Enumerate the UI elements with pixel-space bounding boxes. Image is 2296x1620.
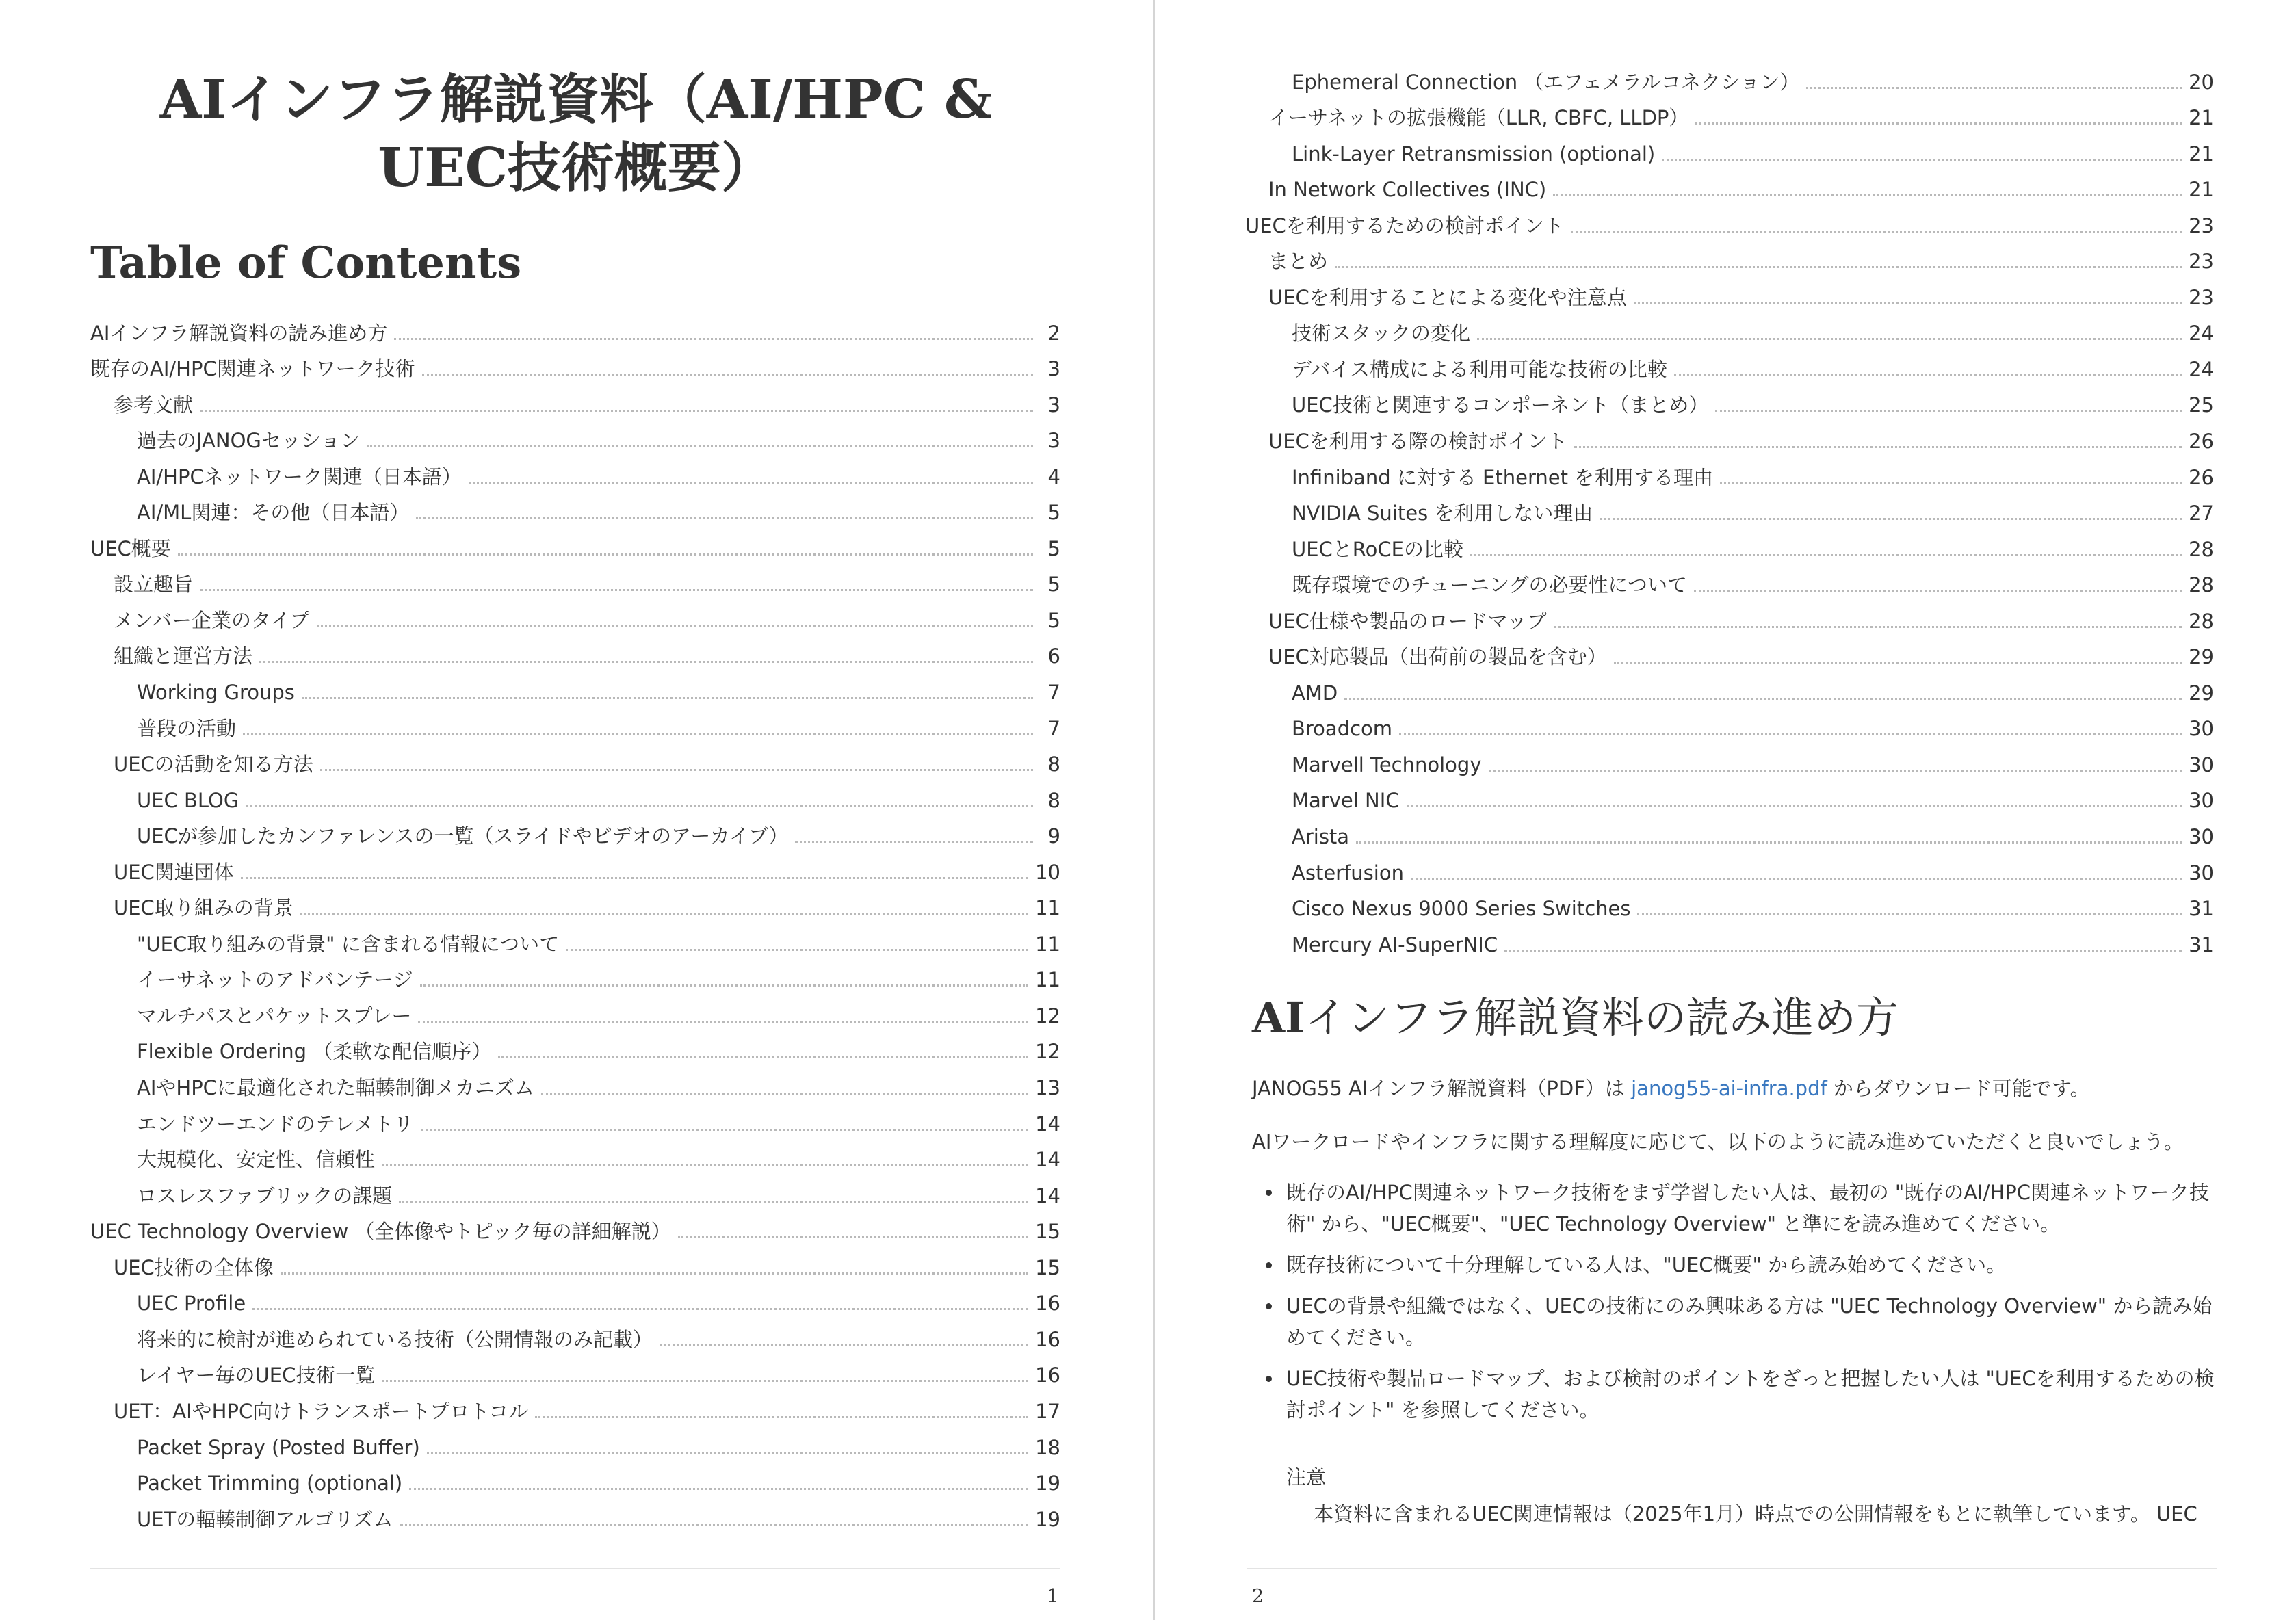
toc-entry[interactable] (90, 1177, 1060, 1214)
toc-entry-title: イーサネットのアドバンテージ (137, 968, 413, 992)
toc-leader-dots (1356, 841, 2182, 844)
toc-entry-title: UEC技術の全体像 (114, 1255, 274, 1279)
toc-entry-page: 4 (1047, 465, 1060, 488)
toc-entry-page: 23 (2189, 213, 2214, 237)
toc-entry-page: 21 (2189, 106, 2214, 130)
toc-entry[interactable] (1245, 315, 2214, 352)
toc-entry-title: ロスレスファブリックの課題 (137, 1184, 393, 1207)
toc-entry-title: AI/ML関連：その他（日本語） (137, 501, 410, 525)
toc-entry-page: 19 (1035, 1472, 1060, 1495)
toc-entry-page: 28 (2189, 537, 2214, 561)
list-item (1252, 1249, 2217, 1281)
toc-leader-dots (1470, 554, 2182, 556)
toc-entry-title: 既存環境でのチューニングの必要性について (1292, 573, 1687, 597)
toc-entry-page: 12 (1035, 1040, 1060, 1064)
toc-leader-dots (281, 1272, 1028, 1275)
toc-entry-page: 20 (2189, 70, 2214, 94)
toc-entry-page: 28 (2189, 573, 2214, 597)
toc-entry-page: 30 (2189, 789, 2214, 813)
toc-entry[interactable] (90, 351, 1060, 387)
right-page (1156, 0, 2296, 1620)
toc-entry[interactable] (1245, 711, 2214, 747)
toc-entry-page: 14 (1035, 1184, 1060, 1207)
toc-entry[interactable] (90, 710, 1060, 746)
toc-entry-title: 既存のAI/HPC関連ネットワーク技術 (90, 357, 415, 381)
toc-leader-dots (1335, 266, 2182, 268)
download-paragraph (1252, 1073, 2217, 1104)
footer-divider (90, 1568, 1060, 1569)
toc-entry-page: 8 (1047, 753, 1060, 776)
toc-entry-title: UEC概要 (90, 536, 171, 560)
toc-entry-page: 15 (1035, 1255, 1060, 1279)
toc-entry[interactable] (90, 423, 1060, 459)
toc-entry-page: 11 (1035, 968, 1060, 992)
toc-entry-title: Broadcom (1292, 717, 1393, 741)
toc-entry-title: Packet Spray (Posted Buffer) (137, 1435, 420, 1459)
document-title: AIインフラ解説資料（AI/HPC & UEC技術概要） (159, 68, 993, 199)
toc-entry-page: 9 (1047, 824, 1060, 848)
toc-leader-dots (243, 733, 1033, 735)
toc-leader-dots (1806, 87, 2182, 89)
toc-entry[interactable] (1245, 387, 2214, 423)
toc-entry[interactable] (90, 1357, 1060, 1394)
toc-list-right (1245, 64, 2214, 963)
toc-entry-title: UEC取り組みの背景 (114, 896, 293, 920)
toc-entry-page: 12 (1035, 1004, 1060, 1028)
toc-entry-page: 26 (2189, 465, 2214, 489)
toc-entry-title: UEC対応製品（出荷前の製品を含む） (1268, 645, 1607, 669)
toc-entry-title: 大規模化、安定性、信頼性 (137, 1148, 376, 1172)
toc-entry[interactable] (90, 1285, 1060, 1322)
toc-entry[interactable] (90, 638, 1060, 675)
toc-entry-title: UEC BLOG (137, 788, 239, 812)
toc-entry-title: Link-Layer Retransmission (optional) (1292, 142, 1656, 166)
toc-entry-title: UECが参加したカンファレンスの一覧（スライドやビデオのアーカイブ） (137, 824, 789, 848)
toc-leader-dots (1662, 159, 2182, 161)
toc-entry-page: 23 (2189, 250, 2214, 274)
toc-entry-title: UEC Profile (137, 1292, 246, 1316)
toc-leader-dots (178, 553, 1033, 556)
toc-entry-title: エンドツーエンドのテレメトリ (137, 1112, 414, 1136)
toc-entry[interactable] (1245, 531, 2214, 567)
toc-entry-title: Arista (1292, 825, 1350, 849)
toc-entry-page: 5 (1047, 573, 1060, 597)
toc-entry-page: 21 (2189, 178, 2214, 202)
toc-leader-dots (1553, 194, 2182, 196)
toc-entry-page: 8 (1047, 788, 1060, 812)
toc-entry-title: Asterfusion (1292, 861, 1404, 885)
toc-entry[interactable] (90, 1142, 1060, 1178)
toc-leader-dots (420, 984, 1028, 987)
list-item (1252, 1363, 2217, 1426)
toc-entry[interactable] (90, 1249, 1060, 1285)
toc-leader-dots (399, 1201, 1028, 1203)
toc-entry-title: UECとRoCEの比較 (1292, 537, 1463, 561)
toc-entry-page: 24 (2189, 322, 2214, 345)
toc-entry[interactable] (90, 1069, 1060, 1106)
list-item-text: UEC技術や製品ロードマップ、および検討のポイントをざっと把握したい人は "UECを利用するための検討ポイント" を参照してください。 (1286, 1367, 2215, 1422)
toc-leader-dots (421, 1129, 1029, 1131)
toc-leader-dots (416, 517, 1033, 519)
toc-entry[interactable] (90, 1429, 1060, 1465)
toc-entry[interactable] (1245, 675, 2214, 711)
toc-entry-page: 27 (2189, 501, 2214, 525)
toc-entry-page: 21 (2189, 142, 2214, 166)
toc-entry-page: 11 (1035, 896, 1060, 920)
toc-entry[interactable] (1245, 64, 2214, 100)
toc-entry[interactable] (90, 1501, 1060, 1537)
toc-leader-dots (367, 445, 1033, 447)
toc-entry-title: UECを利用することによる変化や注意点 (1268, 285, 1627, 309)
toc-leader-dots (1574, 446, 2182, 448)
toc-entry[interactable] (90, 315, 1060, 351)
toc-entry[interactable] (90, 1321, 1060, 1357)
page-number: 2 (1252, 1586, 1264, 1607)
toc-entry-title: Packet Trimming (optional) (137, 1472, 403, 1495)
toc-leader-dots (302, 697, 1033, 699)
list-item (1252, 1177, 2217, 1240)
toc-entry[interactable] (1245, 279, 2214, 315)
toc-leader-dots (1489, 770, 2182, 772)
toc-entry[interactable] (1245, 926, 2214, 963)
toc-leader-dots (382, 1164, 1028, 1166)
toc-heading: Table of Contents (90, 237, 522, 289)
toc-entry[interactable] (90, 602, 1060, 638)
toc-leader-dots (1695, 122, 2182, 125)
toc-leader-dots (1637, 913, 2182, 915)
toc-entry[interactable] (90, 926, 1060, 962)
toc-entry-page: 5 (1047, 501, 1060, 525)
note-label: 注意 (1286, 1465, 1327, 1489)
toc-leader-dots (1720, 482, 2182, 484)
toc-leader-dots (246, 805, 1033, 807)
toc-entry-title: 将来的に検討が進められている技術（公開情報のみ記載） (137, 1327, 653, 1351)
toc-entry-page: 29 (2189, 681, 2214, 705)
section-title-bold: AI (1252, 993, 1305, 1043)
toc-entry-page: 28 (2189, 609, 2214, 633)
section-title (1252, 991, 1899, 1045)
toc-entry[interactable] (90, 854, 1060, 890)
toc-entry-title: 設立趣旨 (114, 573, 194, 597)
toc-leader-dots (300, 913, 1028, 915)
toc-entry-page: 6 (1047, 644, 1060, 668)
toc-entry-title: Ephemeral Connection （エフェメラルコネクション） (1292, 70, 1800, 94)
toc-leader-dots (1344, 698, 2182, 700)
toc-entry[interactable] (1245, 207, 2214, 244)
toc-entry-page: 5 (1047, 536, 1060, 560)
toc-leader-dots (678, 1236, 1028, 1238)
toc-entry[interactable] (90, 1214, 1060, 1250)
toc-entry-title: UEC関連団体 (114, 860, 234, 884)
toc-entry[interactable] (1245, 135, 2214, 172)
toc-entry-title: レイヤー毎のUEC技術一覧 (137, 1363, 376, 1387)
note-text: 本資料に含まれるUEC関連情報は（2025年1月）時点での公開情報をもとに執筆しています。 UEC (1314, 1502, 2197, 1526)
toc-entry-page: 3 (1047, 357, 1060, 381)
toc-entry[interactable] (1245, 818, 2214, 854)
toc-leader-dots (252, 1308, 1028, 1310)
bullet-icon (1266, 1376, 1272, 1382)
toc-entry-title: 普段の活動 (137, 716, 237, 740)
toc-entry[interactable] (90, 746, 1060, 783)
toc-entry[interactable] (90, 997, 1060, 1034)
toc-entry-title: Marvel NIC (1292, 789, 1400, 813)
toc-entry-page: 16 (1035, 1327, 1060, 1351)
toc-list-left (90, 315, 1060, 1537)
list-item (1252, 1290, 2217, 1353)
toc-leader-dots (498, 1056, 1028, 1058)
toc-leader-dots (1694, 590, 2182, 592)
toc-entry[interactable] (1245, 603, 2214, 639)
toc-leader-dots (382, 1380, 1028, 1382)
toc-entry-page: 30 (2189, 825, 2214, 849)
toc-entry-page: 19 (1035, 1507, 1060, 1531)
toc-entry-title: AI/HPCネットワーク関連（日本語） (137, 465, 462, 488)
toc-leader-dots (1504, 950, 2182, 952)
toc-leader-dots (535, 1416, 1028, 1418)
toc-leader-dots (259, 661, 1033, 663)
toc-entry-page: 24 (2189, 357, 2214, 381)
toc-entry-title: Working Groups (137, 681, 295, 705)
toc-entry-page: 3 (1047, 429, 1060, 453)
toc-leader-dots (1674, 374, 2182, 376)
list-item-text: 既存のAI/HPC関連ネットワーク技術をまず学習したい人は、最初の "既存のAI/HPC関連ネットワーク技術" から、"UEC概要"、"UEC Technology Overview" と準にを読み進めてください。 (1286, 1181, 2209, 1236)
toc-entry-title: AIインフラ解説資料の読み進め方 (90, 321, 388, 345)
toc-entry-title: Marvell Technology (1292, 753, 1482, 776)
toc-entry[interactable] (90, 495, 1060, 531)
toc-entry-page: 14 (1035, 1112, 1060, 1136)
pdf-download-link[interactable]: janog55-ai-infra.pdf (1631, 1077, 1827, 1100)
toc-entry[interactable] (1245, 639, 2214, 675)
toc-entry-page: 11 (1035, 932, 1060, 956)
toc-entry-title: AIやHPCに最適化された輻輳制御メカニズム (137, 1076, 534, 1100)
toc-entry[interactable] (1245, 423, 2214, 459)
toc-leader-dots (241, 877, 1028, 879)
toc-entry-title: まとめ (1268, 250, 1329, 274)
toc-entry-title: デバイス構成による利用可能な技術の比較 (1292, 357, 1667, 381)
toc-leader-dots (1600, 518, 2182, 520)
toc-entry[interactable] (1245, 567, 2214, 603)
toc-entry-title: UECを利用する際の検討ポイント (1268, 430, 1567, 454)
toc-entry-page: 5 (1047, 608, 1060, 632)
toc-entry-page: 18 (1035, 1435, 1060, 1459)
toc-entry-title: 参考文献 (114, 393, 194, 417)
list-item-text: 既存技術について十分理解している人は、"UEC概要" から読み始めてください。 (1286, 1253, 2007, 1277)
toc-entry[interactable] (90, 566, 1060, 603)
toc-leader-dots (200, 410, 1033, 412)
toc-entry[interactable] (90, 1106, 1060, 1142)
toc-leader-dots (1411, 878, 2182, 880)
toc-entry[interactable] (90, 1393, 1060, 1429)
toc-entry-title: 技術スタックの変化 (1292, 322, 1471, 345)
toc-entry-page: 30 (2189, 717, 2214, 741)
toc-leader-dots (469, 482, 1033, 484)
toc-entry-title: UECを利用するための検討ポイント (1245, 213, 1564, 237)
toc-entry[interactable] (90, 387, 1060, 423)
toc-entry-title: UECの活動を知る方法 (114, 753, 313, 776)
toc-entry-title: 過去のJANOGセッション (137, 429, 361, 453)
toc-entry-page: 31 (2189, 897, 2214, 921)
list-item-text: UECの背景や組織ではなく、UECの技術にのみ興味ある方は "UEC Technology Overview" から読み始めてください。 (1286, 1294, 2213, 1349)
toc-entry[interactable] (90, 530, 1060, 566)
toc-leader-dots (1554, 626, 2182, 628)
toc-entry-page: 16 (1035, 1292, 1060, 1316)
toc-entry[interactable] (1245, 172, 2214, 208)
toc-entry[interactable] (90, 890, 1060, 926)
toc-entry[interactable] (90, 1465, 1060, 1502)
toc-entry-page: 29 (2189, 645, 2214, 669)
toc-leader-dots (1399, 733, 2182, 735)
toc-entry[interactable] (1245, 100, 2214, 136)
toc-entry-title: UET：AIやHPC向けトランスポートプロトコル (114, 1399, 529, 1423)
toc-entry[interactable] (1245, 459, 2214, 495)
toc-entry[interactable] (90, 1034, 1060, 1070)
toc-entry-page: 23 (2189, 285, 2214, 309)
toc-entry-page: 26 (2189, 430, 2214, 454)
toc-leader-dots (409, 1488, 1028, 1490)
bullet-icon (1266, 1190, 1272, 1196)
toc-entry-page: 25 (2189, 393, 2214, 417)
toc-entry-page: 15 (1035, 1220, 1060, 1244)
toc-leader-dots (566, 949, 1028, 951)
bullet-icon (1266, 1303, 1272, 1309)
toc-entry-title: In Network Collectives (INC) (1268, 178, 1547, 202)
toc-entry-title: NVIDIA Suites を利用しない理由 (1292, 501, 1593, 525)
toc-entry-page: 7 (1047, 681, 1060, 705)
toc-entry-title: AMD (1292, 681, 1338, 705)
toc-entry-title: UEC技術と関連するコンポーネント（まとめ） (1292, 393, 1709, 417)
section-title-rest: インフラ解説資料の読み進め方 (1305, 993, 1899, 1043)
bullet-icon (1266, 1262, 1272, 1268)
toc-entry[interactable] (1245, 854, 2214, 891)
toc-entry-title: イーサネットの拡張機能（LLR, CBFC, LLDP） (1268, 106, 1689, 130)
toc-leader-dots (1715, 410, 2182, 412)
toc-entry[interactable] (90, 674, 1060, 710)
toc-leader-dots (317, 625, 1033, 627)
toc-leader-dots (1407, 805, 2182, 807)
toc-entry[interactable] (1245, 495, 2214, 532)
toc-entry-title: UEC仕様や製品のロードマップ (1268, 609, 1547, 633)
toc-entry-page: 2 (1047, 321, 1060, 345)
reading-guide-list (1252, 1177, 2217, 1435)
toc-entry-page: 30 (2189, 753, 2214, 776)
toc-leader-dots (1571, 231, 2182, 233)
reading-guide-paragraph: AIワークロードやインフラに関する理解度に応じて、以下のように読み進めていただくと良いでしょう。 (1252, 1130, 2184, 1153)
toc-leader-dots (422, 374, 1033, 376)
toc-entry[interactable] (90, 458, 1060, 495)
toc-entry-page: 7 (1047, 716, 1060, 740)
toc-entry-title: UETの輻輳制御アルゴリズム (137, 1507, 393, 1531)
toc-entry-page: 31 (2189, 932, 2214, 956)
toc-entry-page: 13 (1035, 1076, 1060, 1100)
toc-leader-dots (541, 1093, 1028, 1095)
toc-leader-dots (795, 841, 1033, 843)
toc-entry-title: Cisco Nexus 9000 Series Switches (1292, 897, 1631, 921)
toc-entry[interactable] (90, 818, 1060, 854)
toc-entry[interactable] (1245, 746, 2214, 783)
toc-entry-title: "UEC取り組みの背景" に含まれる情報について (137, 932, 560, 956)
toc-entry[interactable] (1245, 783, 2214, 819)
toc-entry-page: 16 (1035, 1363, 1060, 1387)
toc-entry-page: 14 (1035, 1148, 1060, 1172)
page-number: 1 (1047, 1586, 1059, 1607)
toc-entry-title: 組織と運営方法 (114, 644, 253, 668)
toc-leader-dots (1614, 662, 2182, 664)
toc-entry-page: 10 (1035, 860, 1060, 884)
toc-leader-dots (400, 1524, 1029, 1526)
toc-entry-page: 30 (2189, 861, 2214, 885)
toc-entry[interactable] (90, 782, 1060, 818)
toc-leader-dots (394, 338, 1033, 340)
toc-leader-dots (200, 589, 1033, 591)
toc-entry-title: メンバー企業のタイプ (114, 608, 310, 632)
toc-leader-dots (427, 1452, 1028, 1454)
download-text-before: JANOG55 AIインフラ解説資料（PDF）は (1252, 1077, 1632, 1100)
toc-entry[interactable] (90, 962, 1060, 998)
toc-entry-title: Infiniband に対する Ethernet を利用する理由 (1292, 465, 1714, 489)
footer-divider (1247, 1568, 2217, 1569)
toc-entry-title: Flexible Ordering （柔軟な配信順序） (137, 1040, 492, 1064)
toc-entry-title: UEC Technology Overview （全体像やトピック毎の詳細解説） (90, 1220, 671, 1244)
toc-leader-dots (660, 1344, 1028, 1346)
toc-entry[interactable] (1245, 891, 2214, 927)
toc-leader-dots (320, 769, 1033, 771)
toc-entry-title: マルチパスとパケットスプレー (137, 1004, 412, 1028)
toc-entry-title: Mercury AI-SuperNIC (1292, 932, 1498, 956)
toc-entry-page: 3 (1047, 393, 1060, 417)
download-text-after: からダウンロード可能です。 (1827, 1077, 2090, 1100)
toc-entry-page: 17 (1035, 1399, 1060, 1423)
toc-leader-dots (418, 1021, 1028, 1023)
toc-leader-dots (1477, 338, 2182, 340)
toc-leader-dots (1634, 302, 2182, 304)
toc-entry[interactable] (1245, 351, 2214, 387)
toc-entry[interactable] (1245, 244, 2214, 280)
